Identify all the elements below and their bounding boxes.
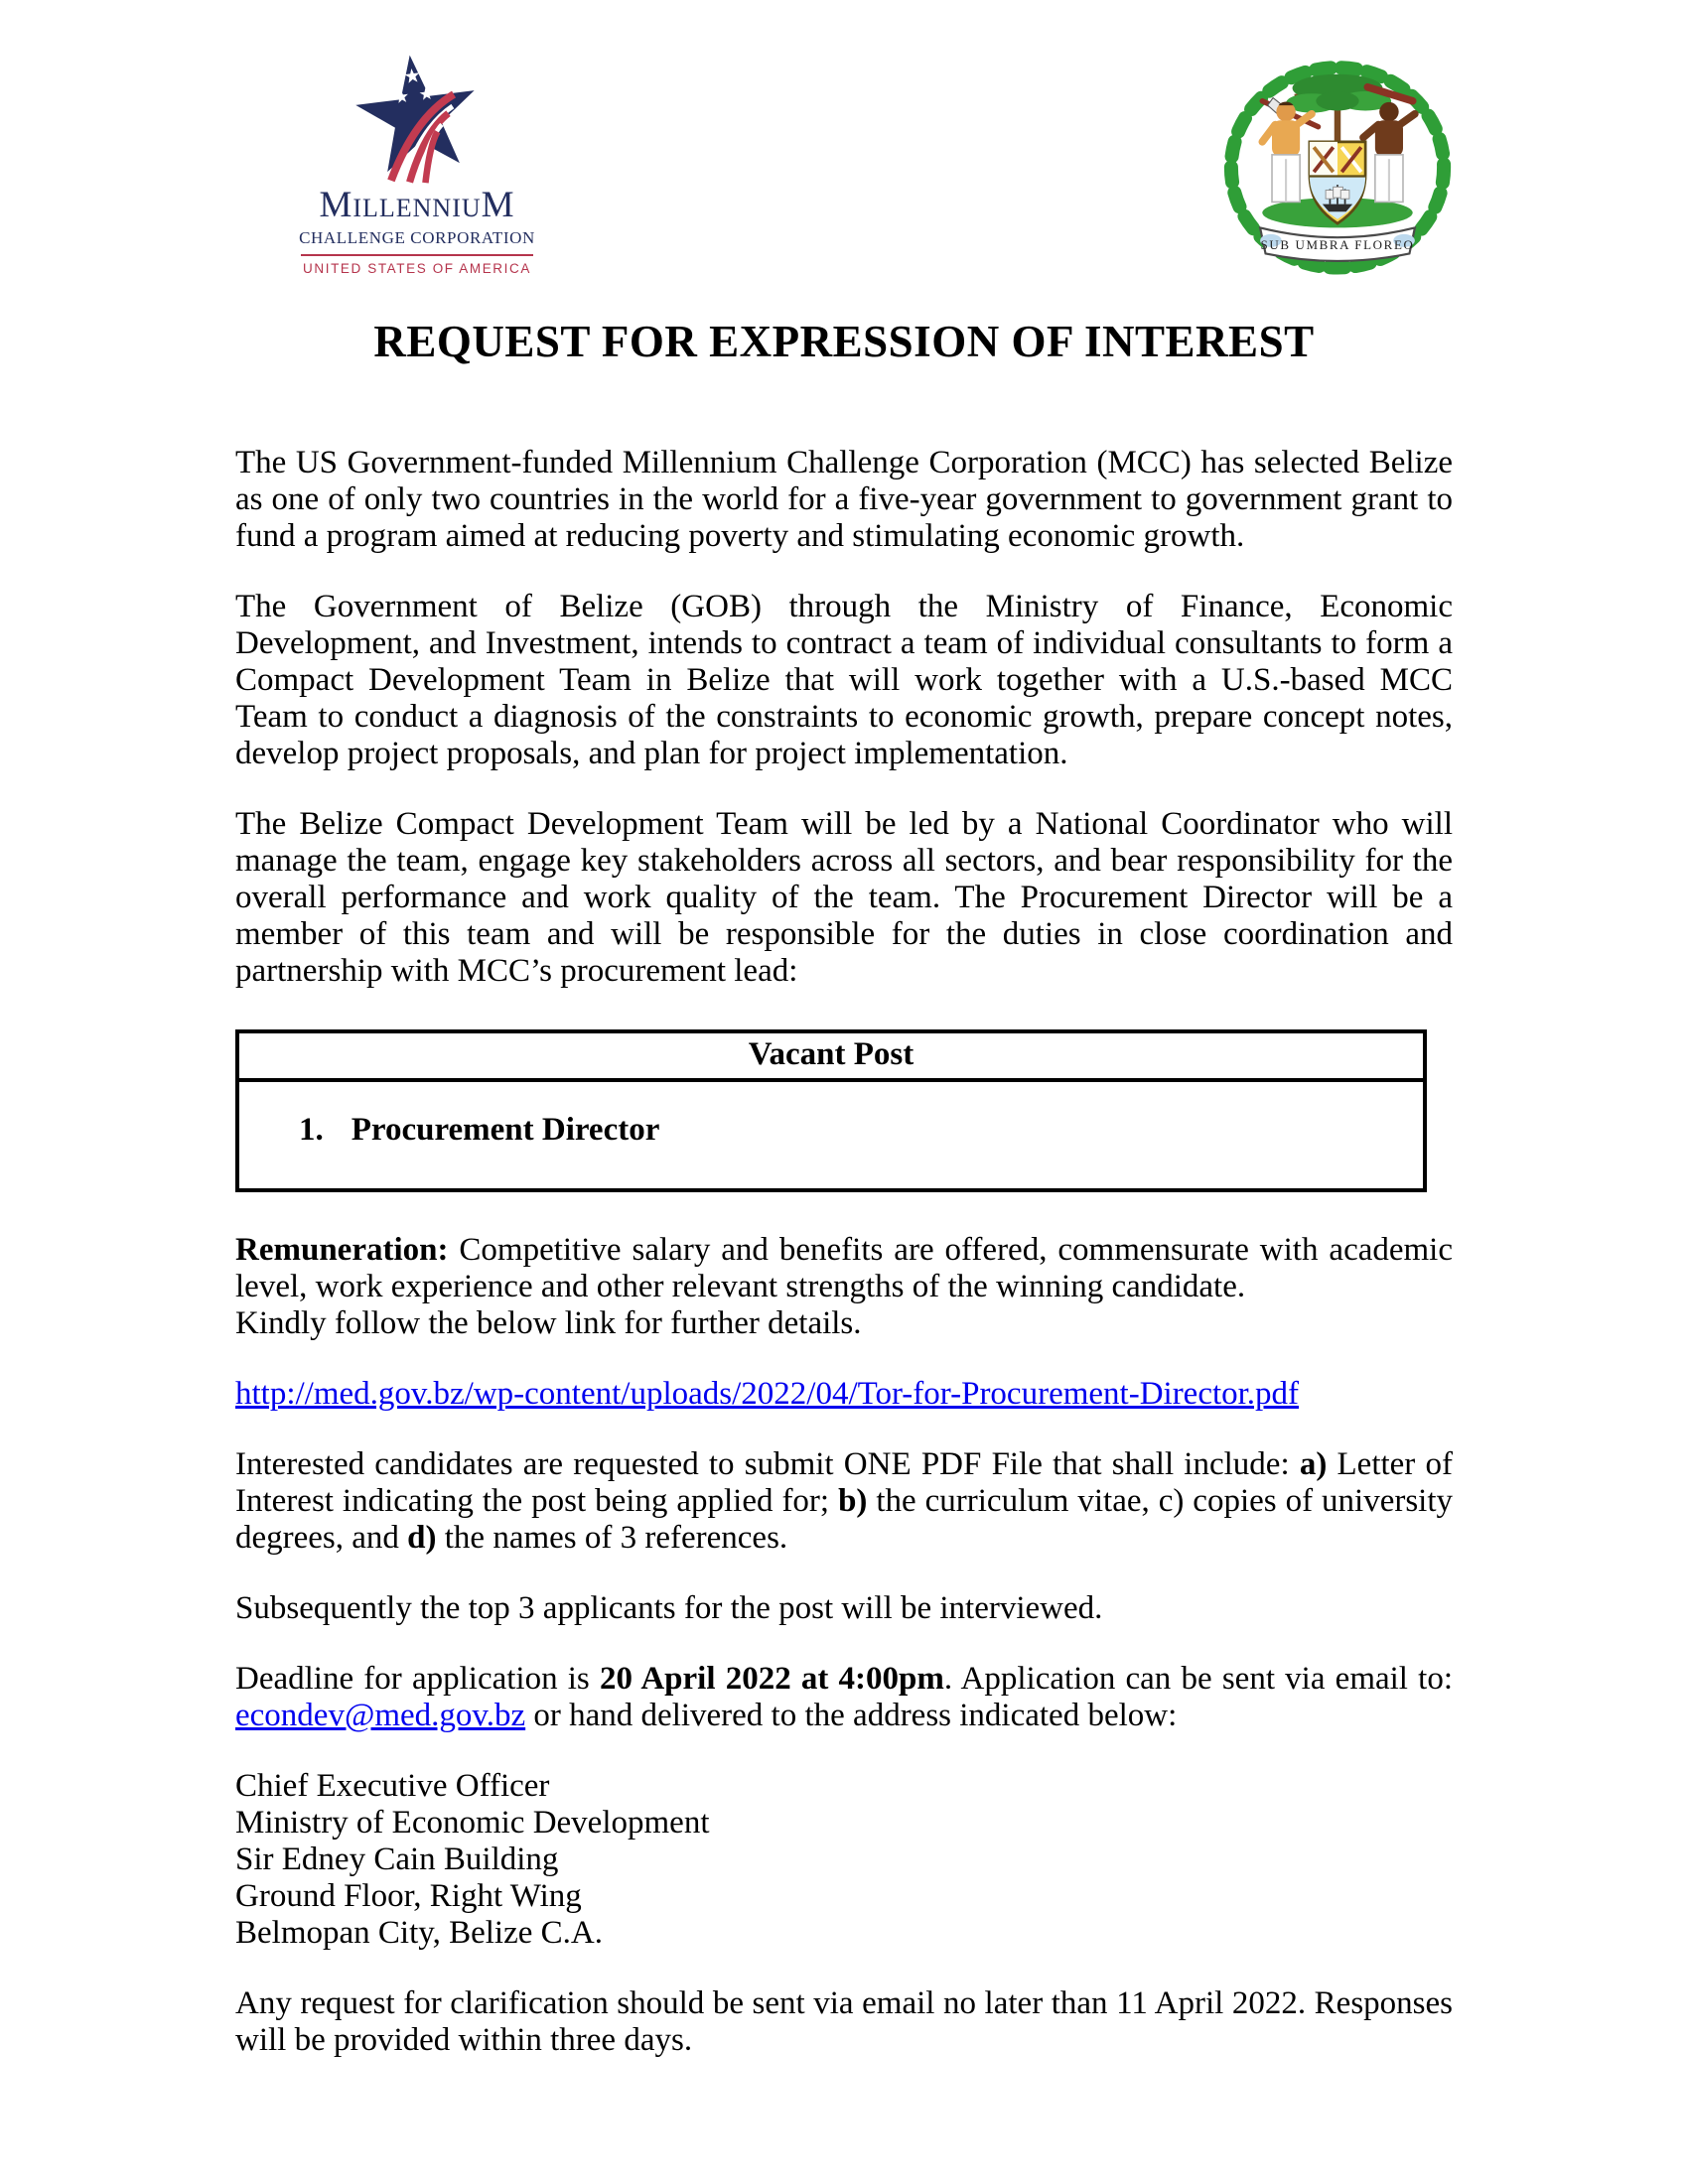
submission-intro: Interested candidates are requested to submit ONE PDF File that shall include: [235,1446,1300,1482]
deadline-date: 20 April 2022 at 4:00pm [599,1661,944,1697]
belize-coat-of-arms [1219,52,1456,288]
deadline-middle: . Application can be sent via email to: [943,1661,1454,1697]
paragraph-submission [235,1446,1453,1557]
address-line: Ground Floor, Right Wing [235,1878,582,1914]
vacant-post-title: Procurement Director [351,1112,660,1148]
address-line: Chief Executive Officer [235,1768,550,1804]
email-link[interactable]: econdev@med.gov.bz [235,1698,526,1733]
address-block [235,1768,1453,1952]
mcc-logo [293,50,541,276]
paragraph-gob: The Government of Belize (GOB) through the Ministry of Finance, Economic Development, and Investment, intends to contract a team of individual consultants to form a Compact Development Team in Belize that will work together with a U.S.-based MCC Team to conduct a diagnosis of the constraints to economic growth, prepare concept notes, develop project proposals, and plan for project implementation. [235,589,1453,771]
submission-item-b-label: b) [838,1483,868,1519]
paragraph-team: The Belize Compact Development Team will be led by a National Coordinator who will manage the team, engage key stakeholders across all sectors, and bear responsibility for the overall performance and work quality of the team. The Procurement Director will be a member of this team and will be responsible for the duties in close coordination and partnership with MCC’s procurement lead: [235,806,1453,989]
mcc-logo-tagline: UNITED STATES OF AMERICA [303,260,531,276]
submission-item-d-text: the names of 3 references. [436,1520,788,1556]
submission-item-b-text: the curriculum vitae, c) copies of university degrees, and [235,1483,1454,1556]
address-line: Ministry of Economic Development [235,1805,710,1841]
document-content [235,316,1453,2093]
paragraph-deadline [235,1661,1453,1734]
paragraph-remuneration [235,1232,1453,1305]
tor-pdf-link[interactable]: http://med.gov.bz/wp-content/uploads/2022/04/Tor-for-Procurement-Director.pdf [235,1376,1300,1412]
mcc-star-flag-icon [342,50,492,185]
paragraph-intro: The US Government-funded Millennium Challenge Corporation (MCC) has selected Belize as one of only two countries in the world for a five-year government to government grant to fund a program aimed at reducing poverty and stimulating economic growth. [235,445,1453,554]
table-row [237,1080,1425,1190]
mcc-logo-rule [301,254,533,256]
page-title: REQUEST FOR EXPRESSION OF INTEREST [373,317,1315,366]
mcc-logo-subtitle: CHALLENGE CORPORATION [299,227,535,247]
belize-motto: SUB UMBRA FLOREO [1260,237,1415,253]
remuneration-text: Competitive salary and benefits are offered, commensurate with academic level, work experience and other relevant strengths of the winning candidate. [235,1232,1453,1304]
deadline-suffix: or hand delivered to the address indicated below: [525,1698,1178,1733]
vacant-post-table [235,1029,1427,1192]
paragraph-clarification: Any request for clarification should be sent via email no later than 11 April 2022. Responses will be provided within three days. [235,1985,1453,2058]
belize-coat-of-arms-icon [1219,52,1456,288]
submission-item-a-label: a) [1299,1446,1328,1482]
paragraph-interview: Subsequently the top 3 applicants for the post will be interviewed. [235,1590,1103,1626]
paragraph-tor-link [235,1376,1453,1413]
address-line: Sir Edney Cain Building [235,1842,559,1877]
submission-item-a-text: Letter of Interest indicating the post being applied for; [235,1446,1453,1519]
vacant-post-table-header: Vacant Post [237,1031,1425,1080]
deadline-prefix: Deadline for application is [235,1661,600,1697]
mcc-logo-name: MillenniuM [319,185,515,225]
remuneration-label: Remuneration: [235,1232,449,1268]
address-line: Belmopan City, Belize C.A. [235,1915,603,1951]
remuneration-followup: Kindly follow the below link for further details. [235,1305,862,1341]
submission-item-d-label: d) [407,1520,437,1556]
vacant-post-number: 1. [299,1112,324,1148]
